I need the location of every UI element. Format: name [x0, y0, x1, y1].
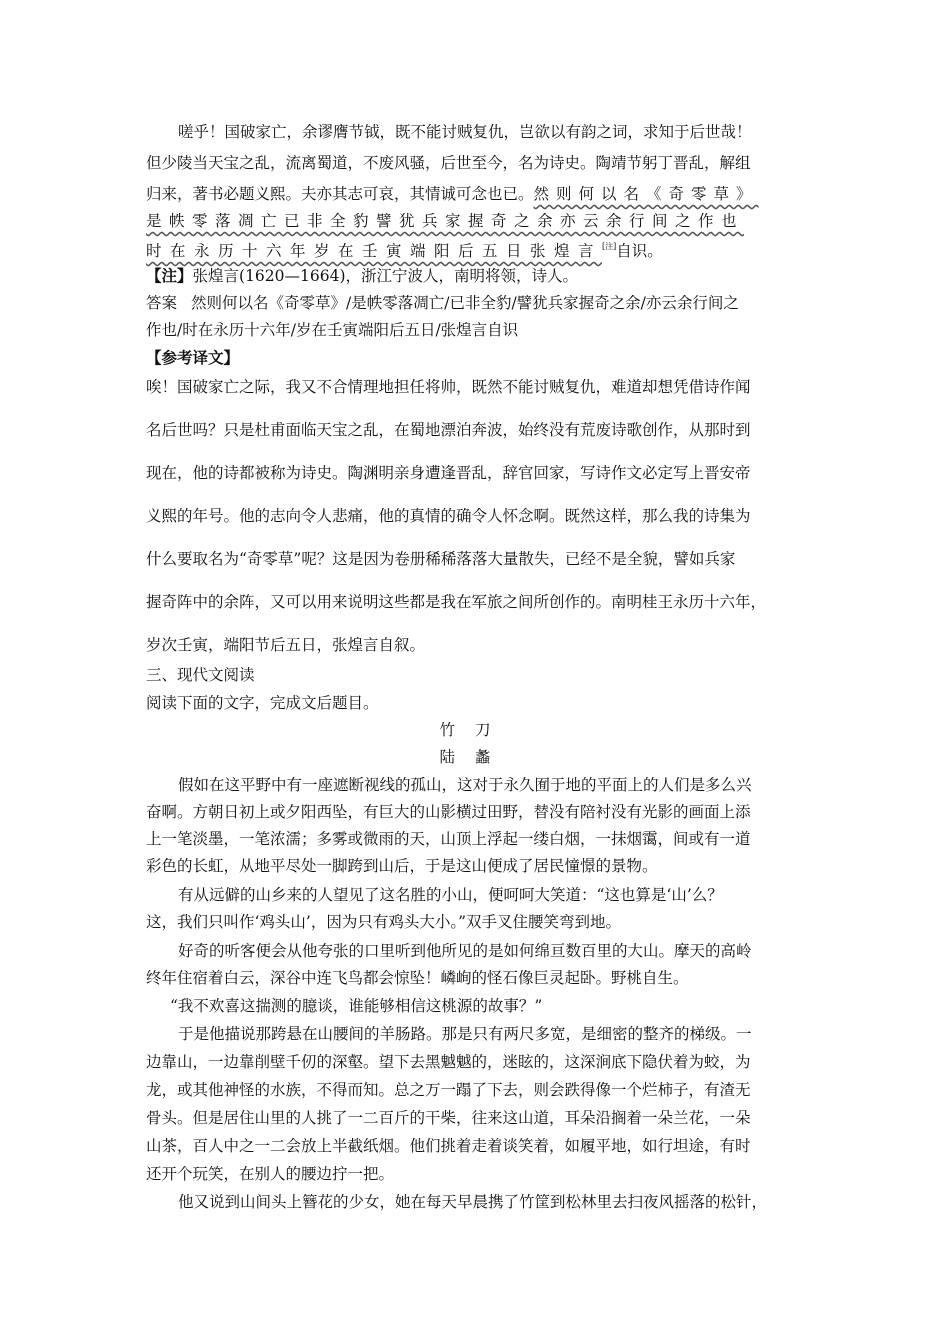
- translation-line: 什么要取名为“奇零草”呢？这是因为卷册稀稀落落大量散失，已经不是全貌，譬如兵家: [146, 550, 736, 568]
- passage-line-3-text: 归来，著书必题义熙。夫亦其志可哀，其情诚可念也已。: [146, 185, 534, 203]
- story-line: 彩色的长虹，从地平尽处一脚跨到山后，于是这山便成了居民憧憬的景物。: [146, 857, 658, 875]
- story-author: 陆蠡: [439, 748, 511, 766]
- passage-line-3: [146, 184, 806, 204]
- note-text: 张煌言(1620—1664)，浙江宁波人，南明将领，诗人。: [192, 267, 579, 285]
- translation-header: 【参考译文】: [146, 348, 240, 367]
- story-line: 奋啊。方朝日初上或夕阳西坠，有巨大的山影横过田野，替没有陪衬没有光影的画面上添: [146, 803, 751, 821]
- answer-label: 答案: [146, 294, 178, 312]
- punctuation-exercise-segment: 然则何以名《奇零草》: [533, 185, 759, 203]
- story-line: 山茶，百人中之一二会放上半截纸烟。他们挑着走着谈笑着，如履平地，如行坦途，有时: [146, 1137, 751, 1155]
- punctuation-exercise-end: 时在永历十六年岁在壬寅端阳后五日张煌言: [146, 242, 603, 260]
- story-line: 这，我们只叫作‘鸡头山’，因为只有鸡头大小。”双手叉住腰笑弯到地。: [146, 913, 622, 931]
- story-line: 好奇的听客便会从他夸张的口里听到他所见的是如何绵亘数百里的大山。摩天的高岭: [178, 942, 752, 960]
- story-line: 骨头。但是居住山里的人挑了一二百斤的干柴，往来这山道，耳朵沿搁着一朵兰花，一朵: [146, 1109, 751, 1127]
- answer-line-1: [146, 293, 806, 313]
- story-line: 龙，或其他神怪的水族，不得而知。总之万一蹋了下去，则会跌得像一个烂柿子，有渣无: [146, 1081, 751, 1099]
- translation-line: 现在，他的诗都被称为诗史。陶渊明亲身遭逢晋乱，辞官回家，写诗作文必定写上晋安帝: [146, 464, 751, 482]
- story-line: 有从远僻的山乡来的人望见了这名胜的小山，便呵呵大笑道：“这也算是‘山’么？: [178, 886, 723, 904]
- story-line: 假如在这平野中有一座遮断视线的孤山，这对于永久囿于地的平面上的人们是多么兴: [178, 776, 752, 794]
- passage-line-5-end: 自识。: [616, 242, 663, 260]
- section-heading: 三、现代文阅读: [146, 666, 255, 684]
- punctuation-exercise-line: 是帙零落凋亡已非全豹譬犹兵家握奇之余亦云余行间之作也: [146, 212, 745, 230]
- passage-line-2: 但少陵当天宝之乱，流离蜀道，不废风骚，后世至今，名为诗史。陶靖节躬丁晋乱，解组: [146, 154, 751, 172]
- answer-line-2: 作也/时在永历十六年/岁在壬寅端阳后五日/张煌言自识: [146, 321, 519, 339]
- section-instruction: 阅读下面的文字，完成文后题目。: [146, 694, 379, 712]
- story-line: 他又说到山间头上簪花的少女，她在每天早晨携了竹筐到松林里去扫夜风摇落的松针，: [178, 1193, 768, 1211]
- story-line: “我不欢喜这揣测的臆谈，谁能够相信这桃源的故事？”: [170, 997, 543, 1015]
- answer-text-1: 然则何以名《奇零草》/是帙零落凋亡/已非全豹/譬犹兵家握奇之余/亦云余行间之: [191, 294, 739, 312]
- story-line: 还开个玩笑，在别人的腰边拧一把。: [146, 1165, 395, 1183]
- story-line: 于是他描说那跨悬在山腰间的羊肠路。那是只有两尺多宽，是细密的整齐的梯级。一: [178, 1025, 752, 1043]
- story-line: 边靠山，一边靠削壁千仞的深壑。望下去黑魆魆的，迷眩的，这深涧底下隐伏着为蛟，为: [146, 1053, 751, 1071]
- translation-line: 唉！国破家亡之际，我又不合情理地担任将帅，既然不能讨贼复仇，难道却想凭借诗作闻: [146, 378, 751, 396]
- story-line: 终年住宿着白云，深谷中连飞鸟都会惊坠！嶙峋的怪石像巨灵起卧。野桃自生。: [146, 969, 689, 987]
- translation-line: 名后世吗？只是杜甫面临天宝之乱，在蜀地漂泊奔波，始终没有荒废诗歌创作，从那时到: [146, 421, 751, 439]
- note-label: 【注】: [146, 266, 193, 285]
- story-title: 竹刀: [439, 721, 511, 739]
- footnote-marker: [注]: [602, 242, 617, 251]
- story-line: 上一笔淡墨，一笔浓濡；多雾或微雨的天，山顶上浮起一缕白烟，一抹烟霭，间或有一道: [146, 830, 751, 848]
- note: [146, 266, 806, 286]
- passage-line-5: [146, 237, 806, 261]
- translation-line: 岁次壬寅，端阳节后五日，张煌言自叙。: [146, 636, 426, 654]
- translation-line: 义熙的年号。他的志向令人悲痛，他的真情的确令人怀念啊。既然这样，那么我的诗集为: [146, 507, 751, 525]
- translation-line: 握奇阵中的余阵，又可以用来说明这些都是我在军旅之间所创作的。南明桂王永历十六年，: [146, 593, 767, 611]
- passage-line-1: 嗟乎！国破家亡，余谬膺节钺，既不能讨贼复仇，岂欲以有韵之词，求知于后世哉！: [178, 123, 752, 141]
